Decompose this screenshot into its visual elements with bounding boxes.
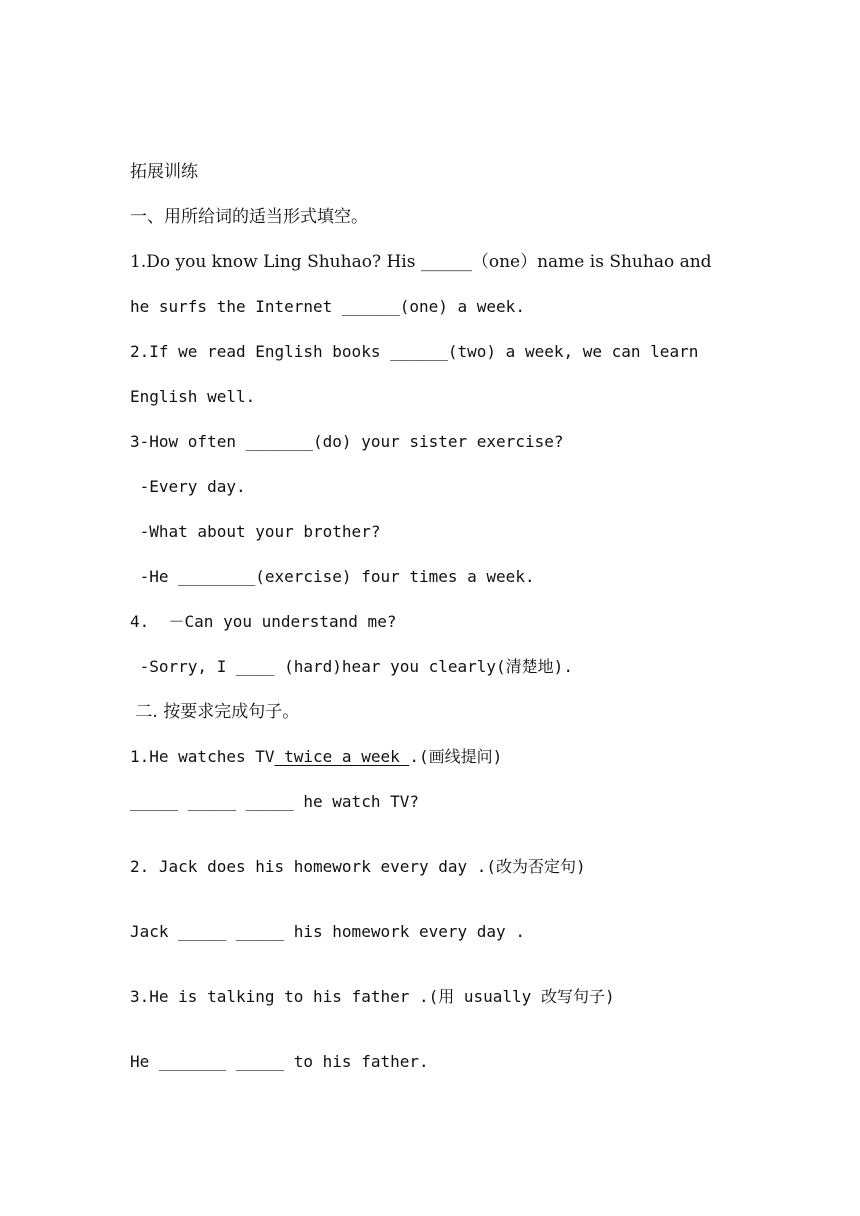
section1-title: 一、用所给词的适当形式填空。 xyxy=(130,207,368,227)
question-1 xyxy=(130,745,502,769)
exercise-line: -Every day. xyxy=(130,477,246,496)
exercise-line: English well. xyxy=(130,387,256,406)
exercise-line: he surfs the Internet ______(one) a week. xyxy=(130,297,525,316)
question-1-answer: _____ _____ _____ he watch TV? xyxy=(130,792,419,811)
question-3-answer: He _______ _____ to his father. xyxy=(130,1052,429,1071)
question-2-answer: Jack _____ _____ his homework every day . xyxy=(130,922,525,941)
question-3: 3.He is talking to his father .(用 usually 改写句子) xyxy=(130,987,615,1006)
question-2: 2. Jack does his homework every day .(改为否定句) xyxy=(130,857,586,876)
exercise-line: 3-How often _______(do) your sister exercise? xyxy=(130,432,564,451)
exercise-line: 1.Do you know Ling Shuhao? His ______（one）name is Shuhao and xyxy=(130,252,712,272)
question-1-underlined: twice a week xyxy=(274,747,410,766)
doc-heading: 拓展训练 xyxy=(130,162,198,182)
question-1-prefix: 1.He watches TV xyxy=(130,747,275,766)
section2-title: 二. 按要求完成句子。 xyxy=(130,702,300,722)
exercise-line: -He ________(exercise) four times a week. xyxy=(130,567,535,586)
exercise-line: 2.If we read English books ______(two) a week, we can learn xyxy=(130,342,699,361)
question-1-suffix: .(画线提问) xyxy=(409,747,503,766)
exercise-line: 4. －Can you understand me? xyxy=(130,612,397,631)
exercise-line: -Sorry, I ____ (hard)hear you clearly(清楚地). xyxy=(130,657,573,676)
exercise-line: -What about your brother? xyxy=(130,522,381,541)
